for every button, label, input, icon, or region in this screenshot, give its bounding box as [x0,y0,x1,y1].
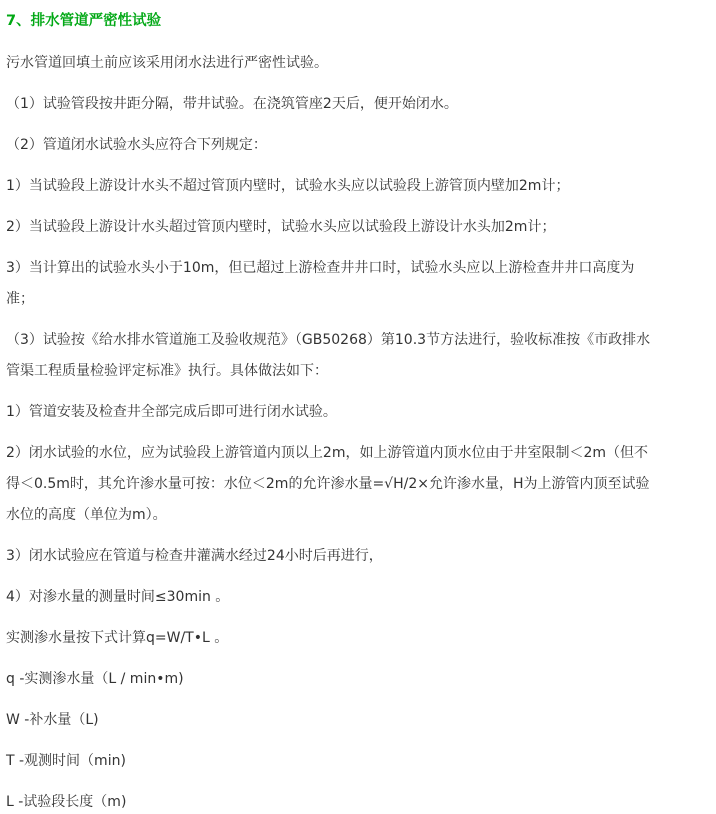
paragraph-step-2-line-3: 水位的高度（单位为m）。 [6,507,167,523]
paragraph-rule-1: 1）当试验段上游设计水头不超过管顶内壁时，试验水头应以试验段上游管顶内壁加2m计； [6,178,570,194]
paragraph-item-2: （2）管道闭水试验水头应符合下列规定： [6,137,267,153]
paragraph-item-3-line-1: （3）试验按《给水排水管道施工及验收规范》（GB50268）第10.3节方法进行，验收标准按《市政排水 [6,332,651,348]
paragraph-item-3-line-2: 管渠工程质量检验评定标准》执行。具体做法如下： [6,363,328,379]
paragraph-step-1: 1）管道安装及检查井全部完成后即可进行闭水试验。 [6,404,337,420]
paragraph-intro: 污水管道回填土前应该采用闭水法进行严密性试验。 [6,55,328,71]
section-heading: 7、排水管道严密性试验 [6,13,162,29]
paragraph-step-2-line-2: 得＜0.5m时，其允许渗水量可按：水位＜2m的允许渗水量=√H/2×允许渗水量，H为上游管内顶至试验 [6,476,650,492]
paragraph-rule-2: 2）当试验段上游设计水头超过管顶内壁时，试验水头应以试验段上游设计水头加2m计； [6,219,556,235]
paragraph-step-3: 3）闭水试验应在管道与检查井灌满水经过24小时后再进行， [6,548,383,564]
paragraph-step-4: 4）对渗水量的测量时间≤30min 。 [6,589,230,605]
paragraph-rule-3-line-1: 3）当计算出的试验水头小于10m，但已超过上游检查井井口时，试验水头应以上游检查井井口高度为 [6,260,635,276]
paragraph-formula: 实测渗水量按下式计算q=W/T•L 。 [6,630,229,646]
paragraph-step-2-line-1: 2）闭水试验的水位，应为试验段上游管道内顶以上2m，如上游管道内顶水位由于井室限制＜2m（但不 [6,445,648,461]
paragraph-rule-3-line-2: 准； [6,291,34,307]
definition-l: L -试验段长度（m) [6,794,127,810]
definition-w: W -补水量（L) [6,712,99,728]
paragraph-item-1: （1）试验管段按井距分隔，带井试验。在浇筑管座2天后，便开始闭水。 [6,96,458,112]
definition-q: q -实测渗水量（L / min•m) [6,671,184,687]
definition-t: T -观测时间（min) [6,753,126,769]
